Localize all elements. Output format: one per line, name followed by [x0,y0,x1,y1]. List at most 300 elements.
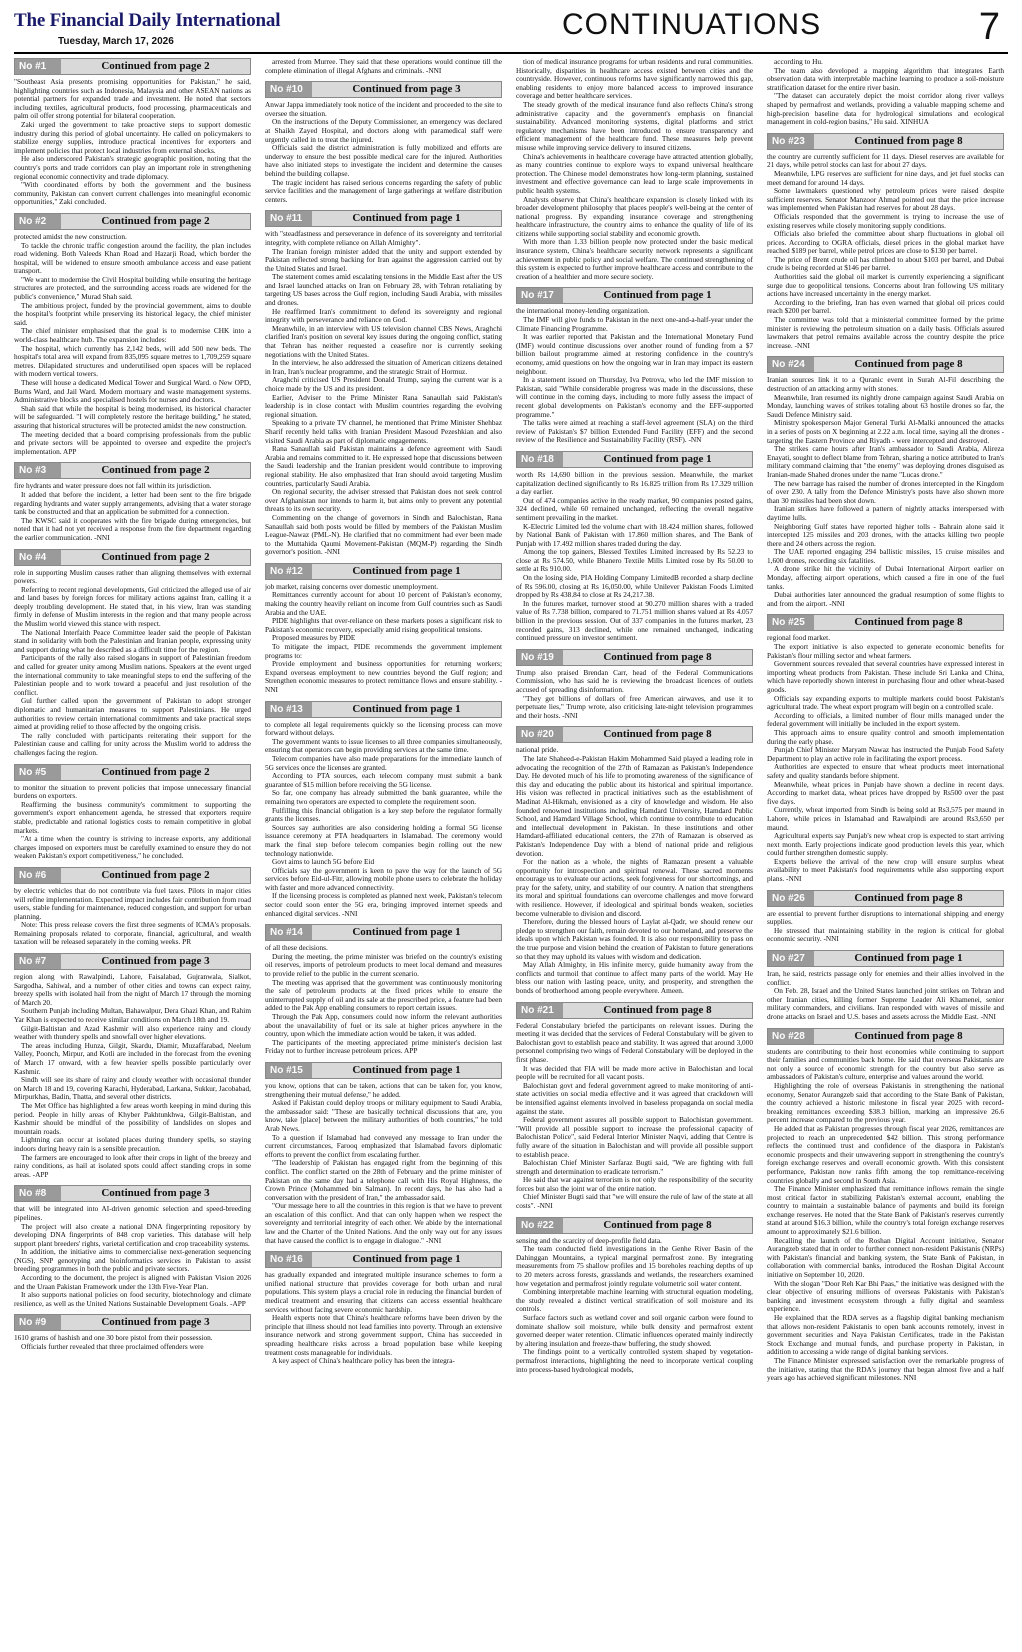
story-paragraph: He stressed that maintaining stability in the region is critical for global economic security. -NNI [767,925,1004,944]
story-number: No #3 [15,463,61,478]
story-paragraph: Sources say authorities are also considering holding a formal 5G license issuance ceremony at PTA headquarters in Islamabad. The ceremony would mark the final step before telecom companies begin rolling out the new technology nationwide. [265,822,502,858]
story-paragraph: Remittances currently account for about 10 percent of Pakistan's economy, making the country heavily reliant on income from Gulf countries such as Saudi Arabia and the UAE. [265,590,502,617]
story-paragraph: The team conducted field investigations in the Genhe River Basin of the Dahinggan Mountains, a typical marginal permafrost zone. By integrating measurements from 75 shallow profiles and 15 boreholes reaching depths of up to 20 meters across forests, grasslands and wetlands, the researchers examined how vegetation and permafrost jointly regulate volumetric soil water content. [516,1244,753,1288]
story-continuation-title: Continued from page 8 [854,134,963,147]
story-paragraph: According to officials, a limited number of flour mills managed under the federal government will initially be included in the export system. [767,710,1004,729]
story-number: No #13 [266,702,312,717]
story-paragraph: 1610 grams of hashish and one 30 bore pistol from their possession. [14,1333,213,1343]
story-paragraph: For the nation as a whole, the nights of Ramazan present a valuable opportunity for introspection and spiritual renewal. These sacred moments encourage us to evaluate our actions, seek forgiveness for our shortcomings, and pray for the safety, unity, and stability of our country. A nation that strengthens its moral and spiritual foundations can overcome challenges and move forward with resilience. However, if ideological and spiritual bonds weaken, societies become vulnerable to division and discord. [516,857,753,918]
story-header [14,764,251,781]
story-paragraph: Araghchi criticised US President Donald Trump, saying the current war is a choice made by the US and its president. [265,375,502,393]
story-paragraph: Officials responded that the government is trying to increase the use of existing reserves while closely monitoring supply conditions. [767,211,1004,230]
story [265,563,502,695]
story-paragraph: tion of medical insurance programs for urban residents and rural communities. Historically, disparities in healthcare access existed between cities and the countryside. However, continuous reforms have significantly narrowed this gap, enabling residents to enjoy more balanced access to improved insurance coverage and better healthcare services. [516,58,753,101]
story-paragraph: The meeting decided that a board comprising professionals from the public and private sectors will be appointed to oversee and expedite the project's implementation. APP [14,429,251,456]
story-paragraph: The new barrage has raised the number of drones intercepted in the Kingdom of over 230. A tally from the Defence Ministry's posts have also shown more than 30 missiles had been shot down. [767,478,1004,505]
story-paragraph: Iran, he said, restricts passage only for enemies and their allies involved in the conflict. [767,969,1004,987]
story-paragraph: Telecom companies have also made preparations for the immediate launch of 5G services once the licenses are granted. [265,753,502,772]
story [767,890,1004,944]
story-paragraph: The meeting was apprised that the government was continuously monitoring the sale of petroleum products at the fixed prices while to ensure the uninterrupted supply of oil and its sale at the prescribed price, a feature had been added to the Pak App enabling consumers to report certain issues. [265,977,502,1013]
page-number: 7 [978,6,1000,48]
story-paragraph: It was decided that FIA will be made more active in Balochistan and local people will be recruited for all vacant posts. [516,1063,753,1082]
story-paragraph: Officials say the government is keen to pave the way for the launch of 5G services before Eid-ul-Fitr, allowing mobile phone users to celebrate the holiday with faster and more advanced connectivity. [265,865,502,892]
story-paragraph: The IMF will give funds to Pakistan in the next one-and-a-half-year under the Climate Financing Programme. [516,315,753,333]
story-header [265,563,502,580]
story-number: No #11 [266,211,312,226]
story [14,867,251,947]
story-paragraph: According to the briefing, Iran has even warned that global oil prices could reach $200 per barrel. [767,297,1004,316]
story-paragraph: The Met Office has highlighted a few areas worth keeping in mind during this period. People in hilly areas of Khyber Pakhtunkhwa, Gilgit-Baltistan, and Kashmir should be mindful of the possibility of landslides on slopes and mountain roads. [14,1100,251,1136]
story-paragraph: students are contributing to their host economies while continuing to support their families and communities back home. He said that overseas Pakistanis are not only a source of economic strength for the country but also serve as ambassadors of Pakistan's culture, enterprise and values around the world. [767,1046,1004,1082]
story-paragraph: Balochistan govt and federal government agreed to make monitoring of anti-state activities on social media effective and it was agreed that crackdown will be intensified against elements involved in baseless propaganda on social media against the state. [516,1080,753,1116]
story-paragraph: K-Electric Limited led the volume chart with 18.424 million shares, followed by National Bank of Pakistan with 17.860 million shares, and The Bank of Punjab with 17.492 million shares traded during the day. [516,521,753,548]
story-paragraph: The committee was told that a ministerial committee formed by the prime minister is reviewing the petroleum situation on a daily basis. Officials assured lawmakers that petrol remains available across the country despite the price increase. -NNI [767,315,1004,350]
story-paragraph: Officials say expanding exports to multiple markets could boost Pakistan's agricultural trade. The wheat export program will begin on a controlled scale. [767,693,1004,712]
story-paragraph: PIDE highlights that over-reliance on these markets poses a significant risk to Pakistan's economic recovery, especially amid rising geopolitical tensions. [265,616,502,634]
column-3 [516,58,753,1646]
story-paragraph: Currently, wheat imported from Sindh is being sold at Rs3,575 per maund in Lahore, while prices in Islamabad and Rawalpindi are around Rs3,650 per maund. [767,805,1004,832]
story-number: No #17 [517,288,563,303]
story-continuation-title: Continued from page 2 [101,550,210,563]
story-paragraph: In the futures market, turnover stood at 90.270 million shares with a traded value of Rs 7.738 billion, compared to 71.751 million shares valued at Rs 4.057 billion in the previous session. Out of 337 companies in the futures market, 23 recorded gains, 313 declined, while one remained unchanged, indicating continued pressure on investor sentiment. [516,598,753,643]
story-number: No #19 [517,650,563,665]
story-paragraph: Experts believe the arrival of the new crop will ensure surplus wheat availability to meet Pakistan's food requirements while also supporting export plans. -NNI [767,856,1004,884]
story-paragraph: Dubai authorities later announced the gradual resumption of some flights to and from the airport. -NNI [767,590,1004,608]
column-2 [265,58,502,1646]
story-body [265,944,502,1056]
story-continuation-title: Continued from page 1 [352,1253,461,1266]
issue-date: Tuesday, March 17, 2026 [58,36,174,47]
story-paragraph: national pride. [516,745,559,755]
story-paragraph: This approach aims to ensure quality control and smooth implementation during the early phase. [767,727,1004,746]
story [265,701,502,919]
story [14,953,251,1179]
story-paragraph: The price of Brent crude oil has climbed to about $103 per barrel, and Dubai crude is being recorded at $146 per barrel. [767,254,1004,273]
story-paragraph: "The leadership of Pakistan has engaged right from the beginning of this conflict. The conflict started on the 28th of February and the prime minister of Pakistan on the same day had a telephone call with His Royal Highness, the Crown Prince (Mohammed bin Salman). In recent days, he has also had a conversation with the president of Iran," the ambassador said. [265,1158,502,1202]
story-continuation-title: Continued from page 8 [854,1029,963,1042]
story-number: No #10 [266,82,312,97]
story-header [767,356,1004,373]
story-body [14,78,251,207]
story-paragraph: Gilgit-Baltistan and Azad Kashmir will also experience rainy and cloudy weather with thundery spells and snowfall over higher elevations. [14,1023,251,1042]
story-header [14,213,251,230]
story-paragraph: Government sources revealed that several countries have expressed interest in importing wheat products from Pakistan. These include Sri Lanka and China, which have reportedly shown interest in purchasing flour and other wheat-based goods. [767,659,1004,694]
story-paragraph: has gradually expanded and integrated multiple insurance schemes to form a unified national structure that provides coverage for both urban and rural populations. This system plays a crucial role in reducing the financial burden of medical treatment and ensuring that citizens can access essential healthcare services without facing severe economic hardship. [265,1270,502,1314]
story-paragraph: "With coordinated efforts by both the government and the business community, Pakistan can convert current challenges into meaningful economic opportunities," Zaki concluded. [14,180,251,207]
story-paragraph: Meanwhile, Iran resumed its nightly drone campaign against Saudi Arabia on Monday, launching waves of strikes totaling about 63 hostile drones so far, the Saudi Defence Ministry said. [767,392,1004,419]
story-header [265,210,502,227]
story-body [767,58,1004,127]
story-paragraph: He reaffirmed Iran's commitment to defend its sovereignty and regional integrity with perseverance and reliance on God. [265,306,502,325]
story-paragraph: The statement comes amid escalating tensions in the Middle East after the US and Israel launched attacks on Iran on February 28, with Tehran retaliating by targeting US bases across the Gulf region, including Saudi Arabia, with missiles and drones. [265,272,502,308]
story-header [767,890,1004,907]
story-paragraph: Highlighting the role of overseas Pakistanis in strengthening the national economy, Senator Aurangzeb said that according to the State Bank of Pakistan, the country achieved a historic milestone in fiscal year 2025 with record-breaking remittances exceeding $38.3 billion, marking an impressive 26.6 percent increase compared to the previous year. [767,1080,1004,1125]
story-paragraph: If the licensing process is completed as planned next week, Pakistan's telecom sector could soon enter the 5G era, bringing improved internet speeds and enhanced digital services. -NNI [265,891,502,918]
story-paragraph: Govt aims to launch 5G before Eid [272,857,375,867]
story-header [767,614,1004,631]
story-paragraph: by electric vehicles that do not contribute via fuel taxes. Pilots in major cities will refine implementation. Expected impact includes fair contribution from road users, stable funding for maintenance, reduced congestion, and support for urban planning. [14,885,251,921]
story [14,1185,251,1308]
story-paragraph: Shah said that while the hospital is being modernised, its historical character will be safeguarded. "I will completely restore the heritage building," he stated, assuring that historical structures will be protected amidst the new construction. [14,403,251,430]
story-header [516,451,753,468]
story-number: No #16 [266,1252,312,1267]
story-paragraph: Meanwhile, LPG reserves are sufficient for nine days, and jet fuel stocks can meet demand for around 14 days. [767,168,1004,187]
article-columns [14,58,1008,1646]
story-body [265,230,502,557]
story-body [14,887,251,947]
story-paragraph: The team also developed a mapping algorithm that integrates Earth observation data with interpretable machine learning to produce a soil-moisture stratification dataset for the entire river basin. [767,65,1004,92]
story-header [14,1314,251,1331]
story [516,287,753,445]
story-paragraph: you know, options that can be taken, actions that can be taken for, you know, strengthening their mutual defense," he added. [265,1080,502,1099]
story [265,1251,502,1366]
story-paragraph: "Southeast Asia presents promising opportunities for Pakistan," he said, highlighting countries such as Indonesia, Malaysia and other ASEAN nations as potential partners for expanded trade and investment. He noted that sectors including textiles, agricultural products, food processing, pharmaceuticals and palm oil offer strong potential for bilateral cooperation. [14,77,251,121]
story-paragraph: In addition, the initiative aims to commercialise next-generation sequencing (NGS), SNP genotyping and bioinformatics services in Pakistan to assist breeding programmes in both the public and private sectors. [14,1247,251,1274]
story-header [14,58,251,75]
story-paragraph: Trump also praised Brendan Carr, head of the Federal Communications Commission, who has said he is reviewing the broadcast licences of outlets accused of spreading disinformation. [516,667,753,694]
story-paragraph: The project will also create a national DNA fingerprinting repository by developing DNA fingerprints of 848 crop varieties. This database will help support plant breeders' rights, varietal certification and crop traceability systems. [14,1221,251,1248]
story-paragraph: fire hydrants and water pressure does not fall within its jurisdiction. [14,481,212,491]
story-paragraph: Speaking to a private TV channel, he mentioned that Prime Minister Shehbaz Sharif recently held talks with Iranian President Masoud Pezeshkian and also visited Saudi Arabia as part of diplomatic engagements. [265,418,502,445]
story-paragraph: Ministry spokesperson Major General Turki Al-Malki announced the attacks in a series of posts on X beginning at 2.22 a.m. local time, saying all the drones - targeting the Eastern Province and Riyadh - were intercepted and destroyed. [767,418,1004,445]
story-number: No #8 [15,1186,61,1201]
story-body [516,471,753,643]
story-header [767,133,1004,150]
story-continuation-title: Continued from page 1 [352,926,461,939]
story-paragraph: Authorities said the global oil market is currently experiencing a significant surge due to geopolitical tensions. Concerns about Iran following US military actions have increased uncertainty in the energy market. [767,272,1004,299]
story-paragraph: The hospital, which currently has 2,142 beds, will add 500 new beds. The hospital's total area will expand from 835,095 square metres to 1,709,259 square metres. Dilapidated structures and underutilised open spaces will be replaced with modern vertical towers. [14,343,251,379]
story-number: No #22 [517,1218,563,1233]
story-body [767,910,1004,944]
story [767,1028,1004,1383]
story-body [265,58,502,75]
story-paragraph: The areas including Hunza, Gilgit, Skardu, Diamir, Muzaffarabad, Neelum Valley, Poonch, Mirpur, and Kotli are included in the forecast from the evening of March 17 onward, with a few heavier spells possible particularly over Kashmir. [14,1040,251,1076]
story-paragraph: Federal government assures all possible support to Balochistan government. "Will provide all possible support to increase the professional capacity of Balochistan Police", said Federal Interior Minister Naqvi, adding that Centre is fully aware of the situation in Balochistan and will provide all possible support to establish peace. [516,1115,753,1159]
story-paragraph: According to PTA sources, each telecom company must submit a bank guarantee of $15 million before receiving the 5G license. [265,771,502,789]
story-paragraph: are essential to prevent further disruptions to international shipping and energy supplies. [767,908,1004,927]
story-paragraph: He also underscored Pakistan's strategic geographic position, noting that the country's ports and trade corridors can play an important role in strengthening regional economic connectivity and trade diplomacy. [14,154,251,181]
story-paragraph: On the losing side, PIA Holding Company LimitedB recorded a sharp decline of Rs 596.00, closing at Rs 16,050.00, while Unilever Pakistan Foods Limited dropped by Rs 438.84 to close at Rs 24,217.38. [516,573,753,600]
story-paragraph: arrested from Murree. They said that these operations would continue till the complete elimination of illegal Afghans and criminals. -NNI [265,58,502,75]
story-header [516,726,753,743]
story-number: No #24 [768,357,814,372]
story-paragraph: Participants of the rally also raised slogans in support of Palestinian freedom and called for greater unity among Muslim nations. Speakers at the event urged the international community to take meaningful steps to end the suffering of the Palestinian people and to work toward a peaceful and just resolution of the conflict. [14,653,251,697]
story-paragraph: protected amidst the new construction. [14,231,127,241]
story-body [14,569,251,758]
story-paragraph: The farmers are encouraged to look after their crops in light of the breezy and rainy conditions, as hail at isolated spots could affect standing crops in some areas. -APP [14,1152,251,1179]
story-number: No #25 [768,615,814,630]
story-paragraph: The findings point to a vertically controlled system shaped by vegetation-permafrost interactions, highlighting the need to incorporate vertical coupling into process-based hydrological models, [516,1347,753,1374]
story-header [265,1251,502,1268]
story-paragraph: On Feb. 28, Israel and the United States launched joint strikes on Tehran and other Iranian cities, killing former Supreme Leader Ali Khamenei, senior military commanders, and civilians. Iran responded with waves of missile and drone attacks on Israel and U.S. bases and assets across the Middle East. -NNI [767,986,1004,1021]
story-paragraph: Analysts observe that China's healthcare expansion is closely linked with its broader development philosophy that places people's well-being at the center of national progress. By expanding insurance coverage and strengthening healthcare infrastructure, the country aims to enhance the quality of life of its citizens while supporting social stability and economic growth. [516,194,753,238]
story [767,614,1004,883]
story-paragraph: "The dataset can accurately depict the moist corridor along river valleys shaped by permafrost and wetlands, providing a valuable mapping scheme and high-precision baseline data for hydrological simulations and ecological management in cold-region basins," Hu said. XINHUA [767,91,1004,127]
story-header [265,701,502,718]
story-number: No #4 [15,550,61,565]
story-continuation-title: Continued from page 8 [854,358,963,371]
story-paragraph: Chief Minister Bugti said that "we will ensure the rule of law of the state at all costs". -NNI [516,1192,753,1211]
story-paragraph: The talks were aimed at reaching a staff-level agreement (SLA) on the third review of Pakistan's $7 billion Extended Fund Facility (EFF) and the second review of the Resilience and Sustainability Facility (RSF). -NN [516,418,753,445]
story-header [14,953,251,970]
story-number: No #26 [768,891,814,906]
story [14,58,251,207]
story-paragraph: Agricultural experts say Punjab's new wheat crop is expected to start arriving next month. Early projections indicate good production levels this year, which could further strengthen domestic supply. [767,831,1004,858]
story-number: No #28 [768,1029,814,1044]
story-continuation-title: Continued from page 2 [101,214,210,227]
story-paragraph: The chief minister emphasised that the goal is to modernise CHK into a world-class healthcare hub. The expansion includes: [14,326,251,345]
story-header [516,1002,753,1019]
story-paragraph: The government wants to issue licenses to all three companies simultaneously, ensuring that operators can begin providing services at the same time. [265,736,502,755]
story-body [767,376,1004,608]
story-body [14,1205,251,1308]
story-paragraph: A key aspect of China's healthcare policy has been the integra- [272,1356,455,1366]
story-paragraph: to monitor the situation to prevent policies that impose unnecessary financial burdens on exporters. [14,782,251,801]
story-number: No #9 [15,1315,61,1330]
story-paragraph: With more than 1.33 billion people now protected under the basic medical insurance system, China's healthcare security network represents a significant achievement in public policy and social welfare. The continued strengthening of this system is expected to further improve healthcare access and contribute to the creation of a healthier and more secure society. [516,237,753,281]
story-paragraph: On the instructions of the Deputy Commissioner, an emergency was declared at Shaikh Zayed Hospital, and doctors along with paramedical staff were urgently called in to treat the injured. [265,117,502,144]
story-number: No #27 [768,951,814,966]
story-paragraph: Health experts note that China's healthcare reforms have been driven by the principle that illness should not lead families into poverty. Through an extensive insurance network and strong government support, China has succeeded in spreading healthcare risks across a broad population base while keeping treatment costs manageable for individuals. [265,1313,502,1357]
story-paragraph: It added that before the incident, a letter had been sent to the fire brigade regarding hydrants and water supply arrangements, advising that a water storage tank be constructed and that an application be submitted for a connection. [14,489,251,517]
story-paragraph: Federal Constabulary briefed the participants on relevant issues. During the meeting it was decided that the services of Federal Constabulary will be given to Balochistan govt to establish peace and stability. It was agreed that around 3,000 personnel comprising two wings of Federal Constabulary will be deployed in the first phase. [516,1020,753,1064]
story-paragraph: The tragic incident has raised serious concerns regarding the safety of public service facilities and the management of large gatherings at welfare distribution centers. [265,177,502,204]
story [14,462,251,542]
story-paragraph: the country are currently sufficient for 11 days. Diesel reserves are available for 21 days, while petrol stocks can last for about 27 days. [767,151,1004,170]
story-paragraph: The Finance Minister emphasized that remittance inflows remain the single most critical factor in stabilizing Pakistan's external account, enabling the country to maintain a sustainable balance of payments and build its foreign exchange reserves. He noted that the State Bank of Pakistan's reserves currently stand at around $16.3 billion, while the country's total foreign exchange reserves amount to approximately $21.6 billion. [767,1184,1004,1237]
story-paragraph: Through the Pak App, consumers could now inform the relevant authorities about the unavailability of fuel or its sale at higher prices anywhere in the country, upon which the immediate action would be taken, it was added. [265,1012,502,1039]
story-body [516,1237,753,1375]
story-continuation-title: Continued from page 1 [352,702,461,715]
story-paragraph: Officials said the district administration is fully mobilized and efforts are underway to ensure the best possible medical care for the injured. Authorities have also initiated steps to investigate the incident and determine the causes behind the building collapse. [265,143,502,178]
story-continuation-title: Continued from page 8 [603,1218,712,1231]
story-body [767,634,1004,883]
story-paragraph: The rally concluded with participants reiterating their support for the Palestinian cause and calling for unity across the Muslim world to address the challenges facing the region. [14,730,251,757]
story-body [265,101,502,204]
story-body [265,1082,502,1245]
story-number: No #14 [266,925,312,940]
story-paragraph: The National Interfaith Peace Committee leader said the people of Pakistan stand in solidarity with both the Palestinian and Iranian people, expressing unity and support during what he described as a difficult time for the region. [14,627,251,654]
story-header [265,1062,502,1079]
story-paragraph: to complete all legal requirements quickly so the licensing process can move forward without delays. [265,719,502,738]
story-paragraph: To tackle the chronic traffic congestion around the facility, the plan includes road widening. Both Valeeds Khan Road and Hazarji Road, which border the hospital, will be widened to ensure smooth ambulance access and ease patient transport. [14,240,251,276]
story-paragraph: Neighboring Gulf states have reported higher tolls - Bahrain alone said it intercepted 125 missiles and 203 drones, with the attacks killing two people there and 24 others across the region. [767,521,1004,548]
story [767,133,1004,351]
story-header [516,649,753,666]
story-number: No #15 [266,1063,312,1078]
story [14,764,251,861]
story-header [516,1217,753,1234]
story-paragraph: So far, one company has already submitted the bank guarantee, while the remaining two operators are expected to complete the requirement soon. [265,788,502,806]
story-paragraph: A drone strike hit the vicinity of Dubai International Airport earlier on Monday, affecting airport operations, which caused a fire in one of the fuel tanks. [767,564,1004,591]
story-number: No #21 [517,1003,563,1018]
story-paragraph: "We want to modernise the Civil Hospital building while ensuring the heritage structures are protected, and the surrounding access roads are widened for the public's convenience," Murad Shah said. [14,274,251,302]
story-continuation-title: Continued from page 2 [101,464,210,477]
story-header [767,950,1004,967]
story-continuation-title: Continued from page 1 [352,564,461,577]
story-body [14,233,251,456]
newspaper-name: The Financial Daily International [14,10,281,31]
story [14,1314,251,1351]
story-paragraph: Combining interpretable machine learning with structural equation modeling, the study revealed a distinct vertical stratification of soil moisture and its controls. [516,1287,753,1314]
story-paragraph: Officials also briefed the committee about sharp fluctuations in global oil prices. According to OGRA officials, diesel prices in the global market have reached $189 per barrel, while petrol prices are close to $130 per barrel. [767,229,1004,256]
column-4 [767,58,1004,1646]
masthead [14,6,1008,54]
story-body [516,58,753,281]
story-number: No #12 [266,564,312,579]
story-paragraph: Meanwhile, in an interview with US television channel CBS News, Araghchi clarified Iran's position on several key issues during the ongoing conflict, stating that Tehran has neither requested a ceasefire nor is currently seeking negotiations with the United States. [265,323,502,359]
story [265,1062,502,1245]
story-paragraph: Recalling the launch of the Roshan Digital Account initiative, Senator Aurangzeb stated that in order to further connect non-resident Pakistanis (NRPs) with Pakistan's financial and banking system, the State Bank of Pakistan, in collaboration with commercial banks, introduced the Roshan Digital Account initiative on September 10, 2020. [767,1235,1004,1280]
story-paragraph: Reaffirming the business community's commitment to supporting the government's export enhancement agenda, he stressed that exporters require stable, predictable and rational logistics costs to remain competitive in global markets. [14,799,251,835]
story-header [14,462,251,479]
story [265,58,502,75]
story-paragraph: Proposed measures by PIDE [272,633,356,643]
story-paragraph: To mitigate the impact, PIDE recommends the government implement programs to: [265,642,502,660]
story-continuation-title: Continued from page 8 [854,891,963,904]
story-paragraph: It also supports national policies on food security, biotechnology and climate resilience, as well as the United Nations Sustainable Development Goals. -APP [14,1290,251,1308]
story-paragraph: with "steadfastness and perseverance in defence of its sovereignty and territorial integrity, with complete reliance on Allah Almighty". [265,229,502,247]
story [265,210,502,557]
story [265,81,502,204]
story-body [516,669,753,721]
story-continuation-title: Continued from page 3 [101,1187,210,1200]
story-paragraph: according to Hu. [774,58,823,66]
story-continuation-title: Continued from page 1 [854,952,963,965]
story-number: No #18 [517,452,563,467]
story-paragraph: With the slogan "Door Reh Kar Bhi Paas," the initiative was designed with the clear objective of ensuring millions of overseas Pakistanis with Pakistan's banking and investment ecosystem through a fully digital and seamless experience. [767,1278,1004,1314]
story-continuation-title: Continued from page 3 [101,1316,210,1329]
story-paragraph: Southern Punjab including Multan, Bahawalpur, Dera Ghazi Khan, and Rahim Yar Khan is expected to receive similar conditions on March 18th and 19. [14,1006,251,1025]
story-paragraph: According to the document, the project is aligned with Pakistan Vision 2026 and the Uraan Pakistan Framework under the 13th Five-Year Plan. [14,1273,251,1291]
story [767,950,1004,1022]
story-body [14,973,251,1179]
story-paragraph: the international money-lending organization. [516,306,650,316]
story-header [265,924,502,941]
story-paragraph: that will be integrated into AI-driven genomic selection and speed-breeding pipelines. [14,1204,251,1222]
story-paragraph: Gul further called upon the government of Pakistan to adopt stronger diplomatic and humanitarian measures to support Palestinians. He urged authorities to review certain international commitments and take practical steps aimed at providing relief to those affected by the ongoing crisis. [14,696,251,732]
story [516,1217,753,1375]
story-body [265,721,502,919]
story [767,356,1004,608]
story-continuation-title: Continued from page 1 [352,212,461,225]
story-continuation-title: Continued from page 1 [603,289,712,302]
story-paragraph: Lightning can occur at isolated places during thundery spells, so staying indoors during heavy rain is a sensible precaution. [14,1135,251,1153]
story-paragraph: To a question if Islamabad had conveyed any message to Iran under the current circumstances, Farooq emphasized that Islamabad favors diplomatic efforts to prevent the conflict from escalating further. [265,1132,502,1159]
story-paragraph: Sindh will see its share of rainy and cloudy weather with occasional thunder on March 18 and 19, covering Karachi, Hyderabad, Larkana, Sukkur, Jacobabad, Mirpurkhas, Badin, Thatta, and several other districts. [14,1075,251,1102]
story-paragraph: role in supporting Muslim causes rather than aligning themselves with external powers. [14,567,251,586]
story-header [14,549,251,566]
story-body [767,970,1004,1022]
story-paragraph: The ambitious project, funded by the provincial government, aims to double the hospital's footprint while preserving its historical legacy, the chief minister said. [14,300,251,327]
story [516,649,753,721]
story-continuation-title: Continued from page 8 [603,728,712,741]
story-paragraph: The steady growth of the medical insurance fund also reflects China's strong administrative capacity and the government's emphasis on financial sustainability. Advanced monitoring systems, digital platforms and strict regulatory mechanisms have been introduced to ensure transparency and efficient management of the healthcare fund. These measures help prevent misuse while improving service delivery to insured citizens. [516,99,753,152]
story-paragraph: Surface factors such as wetland cover and soil organic carbon were found to dominate shallow soil moisture, while bulk density and permafrost extent governed deeper water retention. Climatic influences operated mainly indirectly by altering insulation and freeze-thaw buffering, the study showed. [516,1313,753,1348]
story-paragraph: Among the top gainers, Blessed Textiles Limited increased by Rs 52.23 to close at Rs 574.50, while Bhanero Textile Mills Limited rose by Rs 50.00 to settle at Rs 910.00. [516,547,753,574]
story-paragraph: Balochistan Chief Minister Sarfaraz Bugti said, "We are fighting with full strength and determination to eradicate terrorism." [516,1158,753,1176]
story-paragraph: China's achievements in healthcare coverage have attracted attention globally, as many countries continue to explore ways to expand universal healthcare protection. The Chinese model demonstrates how long-term planning, sustained investment and effective governance can lead to large scale improvements in public health systems. [516,151,753,195]
story-continuation-title: Continued from page 8 [603,1003,712,1016]
story-header [14,867,251,884]
story [265,924,502,1056]
story-body [265,583,502,695]
story-paragraph: May Allah Almighty, in His infinite mercy, guide humanity away from the conflicts and turmoil that continue to affect many parts of the world. May He bless our nation with lasting peace, unity, and prosperity, and strengthen the bonds of brotherhood among people everywhere. Ameen. [516,960,753,995]
story-paragraph: Asked if Pakistan could deploy troops or military equipment to Saudi Arabia, the ambassador said: "These are basically technical discussions that are, you know, take [place] between the military authorities of both countries," he told Arab News. [265,1098,502,1133]
story-paragraph: Therefore, during the blessed hours of Laylat al-Qadr, we should renew our pledge to strengthen our faith, remain devoted to our homeland, and preserve the ideals upon which Pakistan was founded. It is also our responsibility to pass on the true purpose and vision behind the creation of Pakistan to future generations so that they may uphold its values with wisdom and dedication. [516,917,753,961]
story-continuation-title: Continued from page 2 [101,60,210,72]
story-paragraph: He added that as Pakistan progresses through fiscal year 2026, remittances are projected to reach an unprecedented $42 billion. This strong performance reflects the continued trust and confidence of the diaspora in Pakistan's economic prospects and their unwavering support in strengthening the country's foreign exchange reserves and overall economic growth. With this consistent performance, Pakistan now ranks fifth among the top remittance-receiving countries globally and second in South Asia. [767,1123,1004,1185]
story-paragraph: The Finance Minister expressed satisfaction over the remarkable progress of the initiative, stating that the RDA's journey that began almost five and a half years ago has achieved significant milestones. NNI [767,1355,1004,1383]
story-number: No #7 [15,954,61,969]
story-paragraph: job market, raising concerns over domestic unemployment. [265,581,439,591]
story-paragraph: The export initiative is also expected to generate economic benefits for Pakistan's flour milling sector and wheat farmers. [767,642,1004,660]
story-continuation-title: Continued from page 1 [352,1063,461,1076]
story-body [516,307,753,445]
story-paragraph: sensing and the scarcity of deep-profile field data. [516,1235,662,1245]
story-paragraph: The participants of the meeting appreciated prime minister's decision last Friday not to further increase petroleum prices. APP [265,1037,502,1056]
story-body [767,153,1004,351]
story-number: No #5 [15,765,61,780]
story-paragraph: These will house a dedicated Medical Tower and Surgical Ward. o New OPD, Burns Ward, and Jail Ward. Modern mortuary and waste management systems. Administrative blocks and specialised hostels for nurses and doctors. [14,378,251,405]
story-body [516,746,753,995]
story-body [14,482,251,542]
story-paragraph: Authorities are expected to ensure that wheat products meet international safety and quality standards before shipment. [767,762,1004,780]
story-paragraph: Zaki urged the government to take proactive steps to support domestic industry during this period of global uncertainty. He called on policymakers to stabilize energy supplies, introduce practical incentives for exporters and implement policies that protect local industries from external shocks. [14,119,251,155]
story-header [265,81,502,98]
story-number: No #1 [15,59,61,74]
story-paragraph: The UAE reported engaging 294 ballistic missiles, 15 cruise missiles and 1,600 drones, recording six fatalities. [767,547,1004,565]
story-paragraph: Note: This press release covers the first three segments of ICMA's proposals. Remaining proposals related to corporate, financial, agricultural, and wealth taxation will be released separately in the coming weeks. PR [14,920,251,947]
story-continuation-title: Continued from page 3 [101,955,210,968]
story-paragraph: In the interview, he also addressed the situation of American citizens detained in Iran, Iran's nuclear programme, and the strategic Strait of Hormuz. [265,358,502,376]
story-continuation-title: Continued from page 3 [352,83,461,96]
story-paragraph: He explained that the RDA serves as a flagship digital banking mechanism that allows non-resident Pakistanis to open bank accounts remotely, invest in government securities and Naya Pakistan Certificates, trade in the Pakistan Stock Exchange and mutual funds, and purchase property in Pakistan, in addition to accessing a wide range of digital banking services. [767,1313,1004,1357]
story-paragraph: Fulfilling this financial obligation is a key step before the regulator formally grants the licenses. [265,805,502,824]
story [516,1002,753,1211]
story-paragraph: The late Shaheed-e-Pakistan Hakim Mohammed Said played a leading role in advocating the recognition of the 27th of Ramazan as Pakistan's Independence Day. He devoted much of his life to promoting awareness of the significance of this day and educating the public about its historical and spiritual importance. His vision was reflected in practical initiatives such as the establishment of Madinat Al-Hikmah, envisioned as a city of knowledge and wisdom. He also founded renowned institutions including Hamdard University, Hamdard Public School, and Hamdard Village School, which continue to contribute to education and intellectual development in Pakistan. In these institutions and other Hamdard-affiliated educational centers, the 27th of Ramazan is observed as Pakistan's Independence Day with a blend of national pride and religious devotion. [516,753,753,858]
story-paragraph: Punjab Chief Minister Maryam Nawaz has instructed the Punjab Food Safety Department to play an active role in facilitating the export process. [767,745,1004,763]
story-paragraph: The strikes came hours after Iran's ambassador to Saudi Arabia, Alireza Enayati, sought to deflect blame from Tehran, sharing a notice attributed to Iran's military command claiming that "the enemy" was deploying drones disguised as Iranian-made Shahed drones under the name "Lucas drone." [767,444,1004,479]
story-paragraph: "At a time when the country is striving to increase exports, any additional charges imposed on exporters must be carefully examined to ensure they do not weaken Pakistan's export competitiveness," he concluded. [14,834,251,861]
story-paragraph: Iranian sources link it to a Quranic event in Surah Al-Fil describing the destruction of an attacking army with stones. [767,375,1004,393]
story-number: No #20 [517,727,563,742]
story-paragraph: On regional security, the adviser stressed that Pakistan does not seek control over Afghanistan nor intends to harm it, but aims only to prevent any potential threats to its own security. [265,487,502,514]
story-paragraph: Some lawmakers questioned why petroleum prices were raised despite sufficient reserves. Senator Manzoor Ahmad pointed out that the price increase was implemented when Pakistan had reserves for about 28 days. [767,186,1004,213]
story-number: No #23 [768,134,814,149]
story-continuation-title: Continued from page 2 [101,765,210,778]
story-paragraph: regional food market. [767,633,831,643]
story-paragraph: The Iranian foreign minister added that the unity and support extended by Pakistan reflected strong backing for Iran against the aggression carried out by the United States and Israel. [265,246,502,273]
story-paragraph: region along with Rawalpindi, Lahore, Faisalabad, Gujranwala, Sialkot, Sargodha, Sahiwal, and a number of other cities and towns can expect rainy, breezy spells with isolated hail from the night of March 17 through the morning of March 20. [14,972,251,1007]
story-paragraph: Iranian strikes have followed a pattern of nightly attacks interspersed with daytime lulls. [767,504,1004,522]
story [516,451,753,643]
story-header [767,1028,1004,1045]
story-body [516,1022,753,1211]
story [14,213,251,456]
story-paragraph: In a statement issued on Thursday, Iva Petrova, who led the IMF mission to Pakistan, said "While considerable progress was made in the discussions, these will continue in the coming days, including to more fully assess the impact of recent global developments on Pakistan's economy and the EFF-supported programme." [516,375,753,419]
story-body [265,1271,502,1366]
story [14,549,251,758]
column-1 [14,58,251,1646]
story [516,726,753,995]
story-header [14,1185,251,1202]
story [767,58,1004,127]
story-body [14,1334,251,1351]
story-body [14,784,251,861]
story-paragraph: Officials further revealed that three proclaimed offenders were [21,1342,204,1352]
story-number: No #2 [15,214,61,229]
